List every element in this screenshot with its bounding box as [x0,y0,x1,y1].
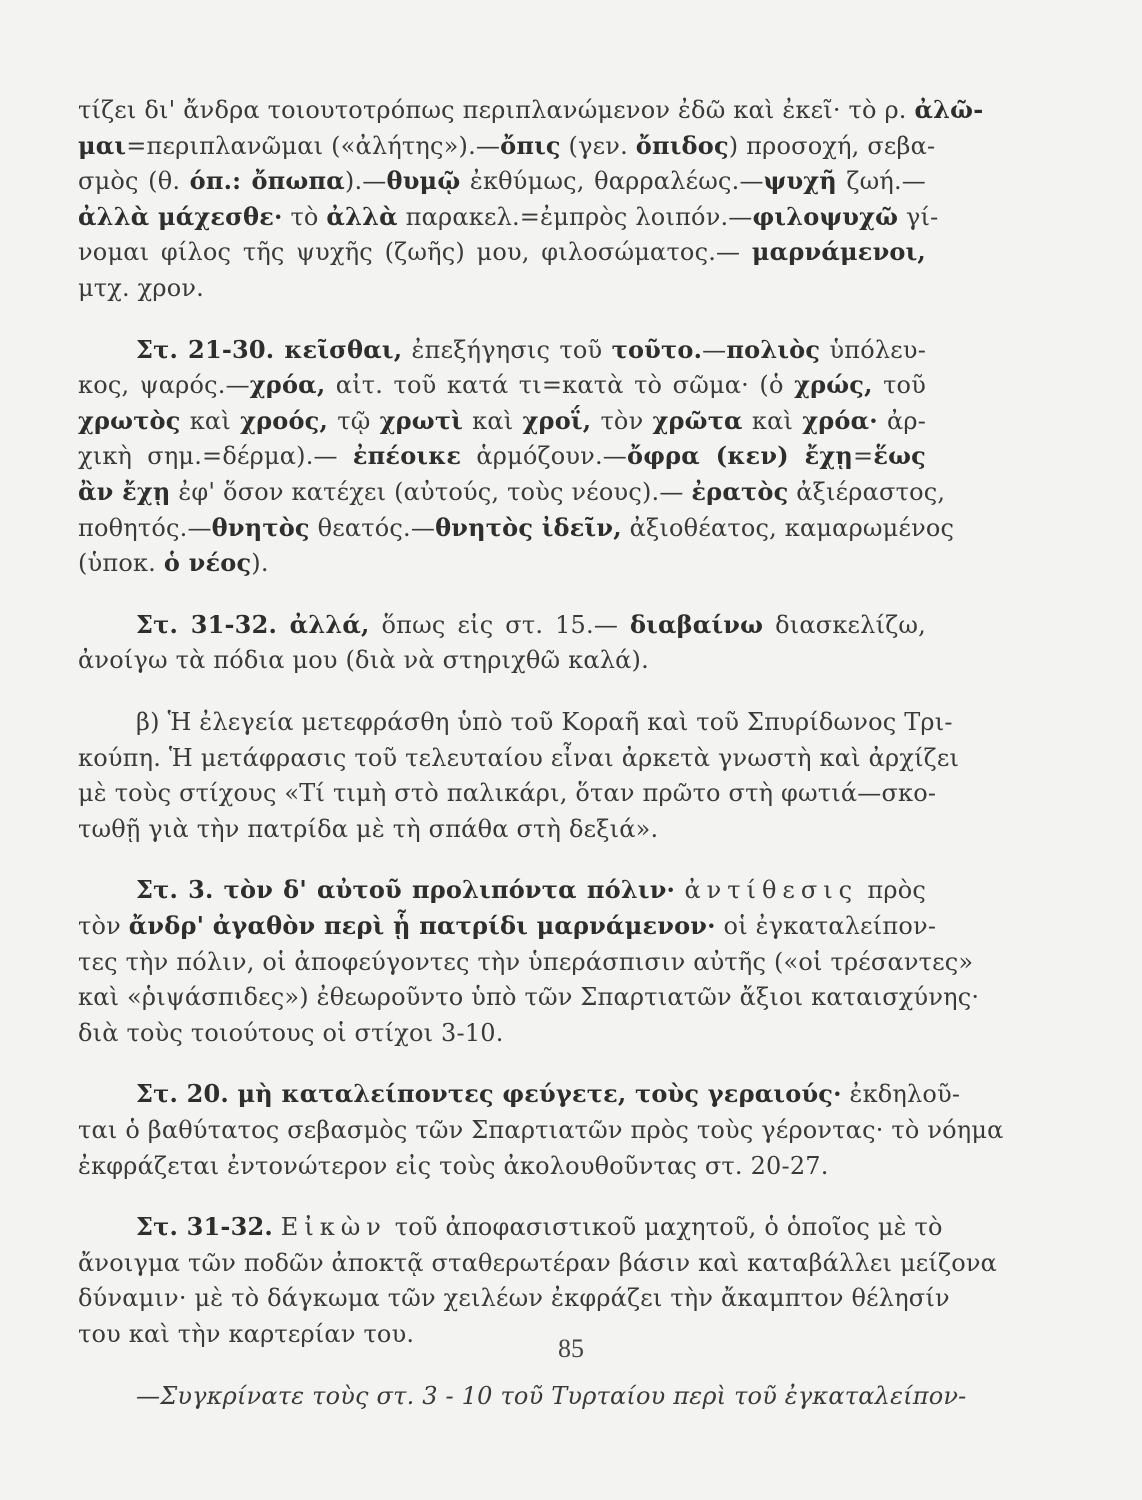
text-line [78,128,936,164]
spaced-term: ἀντίθεσις [684,876,859,905]
text-run: τωθῇ γιὰ τὴν πατρίδα μὲ τὴ σπάθα στὴ δεξιά». [78,814,659,843]
text-run: τοῦ [872,371,926,400]
text-run: β) Ἡ ἐλεγεία μετεφράσθη ὑπὸ τοῦ Κοραῆ καὶ τοῦ Σπυρίδωνος Τρι- [136,708,953,736]
text-run: οἱ ἐγκαταλείπον- [715,912,937,940]
bold-term: θνητὸς ἰδεῖν, [435,512,622,542]
bold-term: διαβαίνω [629,609,764,639]
text-run: ἐκφράζεται ἐντονώτερον εἰς τοὺς ἀκολουθοῦντας στ. 20-27. [78,1151,829,1180]
bold-term: ἀλῶ- [914,95,984,124]
text-run: = [853,442,874,471]
text-line [78,775,937,811]
text-run: ἐκδηλοῦ- [841,1080,961,1109]
bold-term: μαρνάμενοι, [751,237,926,267]
bold-term: Στ. 20. μὴ καταλείποντες φεύγετε, τοὺς γεραιούς· [136,1079,842,1109]
bold-term: πολιὸς [726,334,821,364]
text-line [78,704,953,740]
bold-term: χρόα· [802,405,878,435]
text-line [78,1209,943,1245]
text-run: καὶ [463,406,523,435]
text-run: ζωή.— [836,167,926,196]
bold-term: ἀλλὰ [326,201,398,231]
bold-term: χροΐ, [522,405,592,435]
text-run: τίζει δι' ἄνδρα τοιουτοτρόπως περιπλανώμενον ἐδῶ καὶ ἐκεῖ· τὸ ρ. [78,96,915,124]
text-run: μὲ τοὺς στίχους «Τί τιμὴ στὸ παλικάρι, ὅταν πρῶτο στὴ φωτιά—σκο- [78,779,937,808]
text-run [273,1213,281,1241]
text-line [78,1148,926,1184]
text-run: ἐφ' ὅσον κατέχει (αὐτούς, τοὺς νέους).— [170,478,692,506]
italic-text: —Συγκρίνατε τοὺς στ. 3 - 10 τοῦ Τυρταίου περὶ τοῦ ἐγκαταλείπον- [136,1381,967,1410]
bold-term: ἄνδρ' ἀγαθὸν περὶ ᾗ πατρίδι μαρνάμενον· [128,911,716,940]
text-run: χικὴ σημ.=δέρμα).— [78,442,353,471]
bold-term: ὄπιδος [635,130,729,160]
bold-term: Στ. 31-32. ἀλλά, [136,609,370,639]
text-line [78,92,984,128]
text-run: αἰτ. τοῦ κατά τι=κατὰ τὸ σῶμα· (ὁ [325,371,795,400]
page-number: 85 [558,1334,584,1363]
text-line [78,199,939,235]
text-run: κος, ψαρός.— [78,371,250,400]
text-line [78,811,926,847]
text-run: γί- [898,202,939,231]
bold-term: θνητὸς [211,512,310,542]
text-run: τοῦ ἀποφασιστικοῦ μαχητοῦ, ὁ ὁποῖος μὲ τὸ [386,1213,943,1242]
text-run: ) προσοχή, σεβα- [728,131,936,160]
text-run: — [702,335,727,364]
text-run: ὑπόλευ- [820,335,926,364]
text-run: ὅπως εἰς στ. 15.— [369,610,630,639]
bold-term: ἐπέοικε [352,441,462,471]
text-run: τῷ [328,406,380,435]
bold-term: ἕως [873,441,926,471]
text-run: ποθητός.— [78,513,212,542]
bold-term: χροός, [240,405,329,435]
text-line [78,1076,961,1112]
text-line [78,872,926,908]
text-run: (γεν. [560,131,636,160]
text-run: ται ὁ βαθύτατος σεβασμὸς τῶν Σπαρτιατῶν πρὸς τοὺς γέροντας· τὸ νόημα [78,1116,1004,1144]
text-run: ἐκθύμως, θαρραλέως.— [460,167,764,196]
text-line [78,438,926,474]
text-run: ἁρμόζουν.— [461,442,627,471]
text-run: τὸν [591,406,653,435]
text-run: θεατός.— [309,513,436,542]
text-line [78,270,926,306]
text-line [78,944,974,980]
text-run: τὸ [282,202,327,231]
bold-term: τοῦτο. [611,334,703,364]
text-run: νομαι φίλος τῆς ψυχῆς (ζωῆς) μου, φιλοσώματος.— [78,238,752,267]
bold-term: όπ.: ὄπωπα [189,166,345,196]
bold-term: ἐρατὸς [691,477,789,506]
text-line [78,607,926,643]
text-line [78,908,937,944]
bold-term: χρωτὶ [379,405,463,435]
text-line [78,1378,967,1414]
text-run: =περιπλανῶμαι («ἀλήτης»).— [126,131,501,160]
text-run: τὸν [78,912,129,940]
text-run: δύναμιν· μὲ τὸ δάγκωμα τῶν χειλέων ἐκφράζει τὴν ἄκαμπτον θέλησίν [78,1284,950,1313]
text-run: (ὑποκ. [78,549,164,578]
bold-term: φιλοψυχῶ [752,201,899,231]
text-line [78,163,926,199]
spaced-term: Εἰκὼν [280,1213,387,1242]
bold-term: Στ. 21-30. κεῖσθαι, [136,334,403,364]
text-run: ). [251,549,269,578]
bold-term: ψυχῆ [763,166,837,196]
text-run: τες τὴν πόλιν, οἱ ἀποφεύγοντες τὴν ὑπεράσπισιν αὐτῆς («οἱ τρέσαντες» [78,947,974,976]
text-line [78,332,926,368]
text-run: πρὸς [858,876,926,905]
text-line [78,367,926,403]
bold-term: μαι [78,130,127,160]
bold-term: ὄπις [500,130,561,160]
text-line [78,1245,998,1281]
text-line [78,1112,1004,1148]
text-run: ἀξιέραστος, [788,478,946,506]
text-run: ἐπεξήγησις τοῦ [402,335,612,364]
text-line [78,545,926,581]
text-line [78,740,960,776]
text-run: κούπη. Ἡ μετάφρασις τοῦ τελευταίου εἶναι ἀρκετὰ γνωστὴ καὶ ἀρχίζει [78,743,960,772]
bold-term: χρωτὸς [78,405,181,435]
text-run: καὶ [742,406,803,435]
bold-term: Στ. 3. τὸν δ' αὐτοῦ προλιπόντα πόλιν· [136,875,676,905]
text-run: σμὸς (θ. [78,167,190,196]
text-line [78,1015,926,1051]
bold-term: ὄφρα (κεν) ἔχῃ [627,441,854,471]
text-run: διασκελίζω, [763,610,927,639]
bold-term: χρῶτα [652,405,743,435]
text-line [78,234,926,270]
bold-term: θυμῷ [386,166,461,196]
text-run: ἀξιοθέατος, καμαρωμένος [621,513,955,542]
text-run: μτχ. χρον. [78,274,204,302]
bold-term: ὁ νέος [163,548,252,578]
bold-term: Στ. 31-32. [136,1212,273,1242]
text-line [78,1280,950,1316]
text-line [78,403,926,439]
text-run: παρακελ.=ἐμπρὸς λοιπόν.— [397,202,753,231]
text-line [78,979,980,1015]
bold-term: ἂν ἔχῃ [78,477,171,506]
text-line [78,510,955,546]
bold-term: χρόα, [249,370,326,400]
text-run: ἀρ- [877,406,927,435]
text-run: καὶ «ῥιψάσπιδες») ἐθεωροῦντο ὑπὸ τῶν Σπαρτιατῶν ἄξιοι καταισχύνης· [78,983,980,1012]
text-run: ).— [344,167,387,196]
text-run: ἄνοιγμα τῶν ποδῶν ἀποκτᾷ σταθερωτέραν βάσιν καὶ καταβάλλει μείζονα [78,1248,998,1277]
text-line [78,474,946,510]
text-run: διὰ τοὺς τοιούτους οἱ στίχοι 3-10. [78,1018,504,1047]
text-run: ἀνοίγω τὰ πόδια μου (διὰ νὰ στηριχθῶ καλά). [78,646,649,675]
text-line [78,642,926,678]
bold-term: χρώς, [794,370,873,400]
text-run: του καὶ τὴν καρτερίαν του. [78,1320,415,1348]
bold-term: ἀλλὰ μάχεσθε· [78,201,283,231]
text-run: καὶ [180,406,241,435]
